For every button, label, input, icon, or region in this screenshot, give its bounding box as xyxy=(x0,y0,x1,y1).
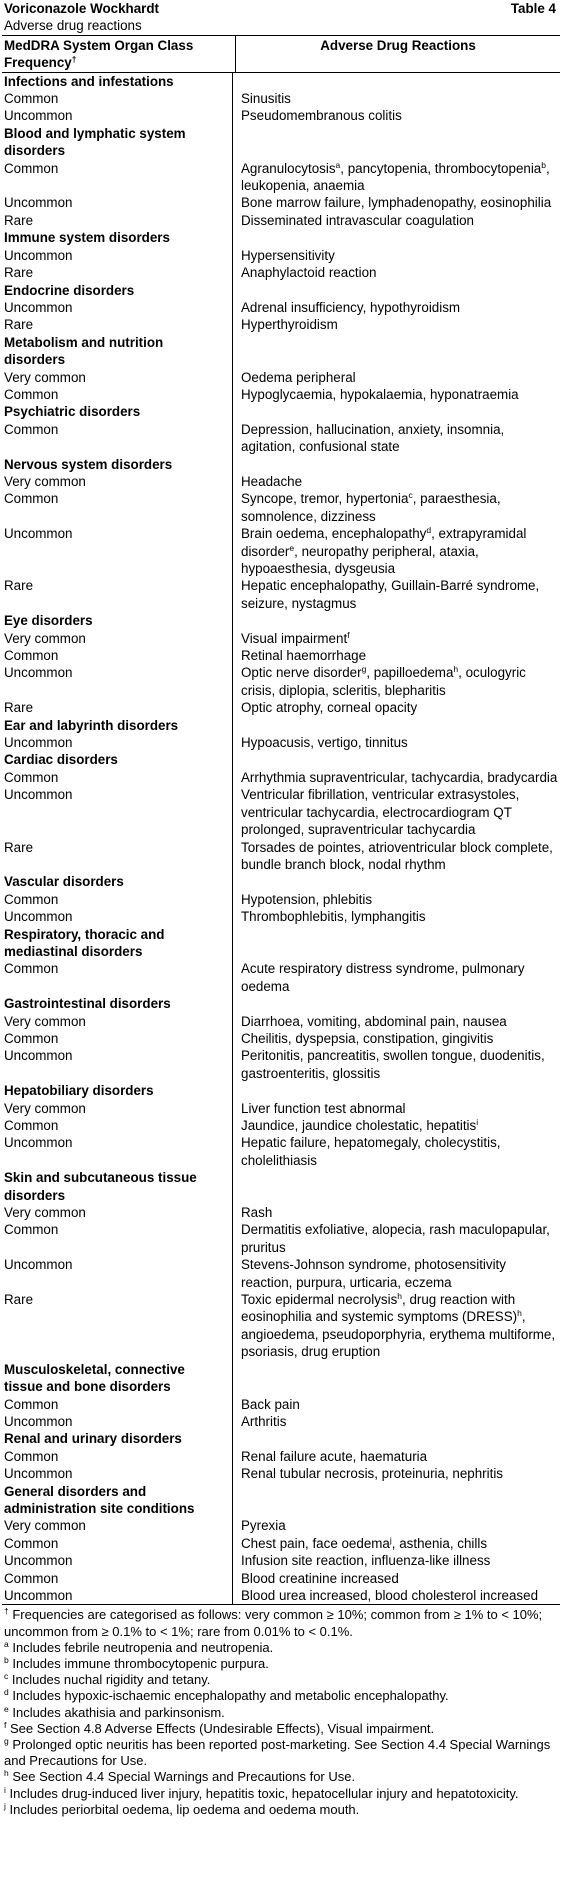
section-row xyxy=(2,873,560,890)
table-row xyxy=(2,1552,560,1569)
column-header-reactions: Adverse Drug Reactions xyxy=(320,37,476,53)
table-row xyxy=(2,769,560,786)
footnote-mark: b xyxy=(4,1654,9,1665)
frequency-cell: Rare xyxy=(2,212,233,229)
table-row xyxy=(2,247,560,264)
footnote-text: Includes nuchal rigidity and tetany. xyxy=(8,1672,211,1688)
adverse-reactions-table xyxy=(2,73,560,1606)
frequency-cell: Uncommon xyxy=(2,525,233,577)
system-organ-class: Cardiac disorders xyxy=(2,751,233,768)
reaction-cell: Dermatitis exfoliative, alopecia, rash maculopapular, pruritus xyxy=(241,1222,550,1255)
section-row xyxy=(2,1430,560,1447)
footnote-text: Frequencies are categorised as follows: very common ≥ 10%; common from ≥ 1% to < 10%; uncommon from ≥ 0.1% to < 1%; rare from 0.01% to < 0.1%. xyxy=(4,1607,543,1639)
table-row xyxy=(2,839,560,874)
frequency-cell: Common xyxy=(2,160,233,195)
table-row xyxy=(2,1221,560,1256)
document-header xyxy=(2,0,560,17)
frequency-cell: Very common xyxy=(2,1100,233,1117)
table-row xyxy=(2,891,560,908)
frequency-cell: Uncommon xyxy=(2,299,233,316)
column-header-frequency xyxy=(2,36,236,72)
section-reaction-cell xyxy=(233,612,560,629)
reaction-cell: Oedema peripheral xyxy=(241,369,356,385)
frequency-cell: Very common xyxy=(2,369,233,386)
table-subtitle: Adverse drug reactions xyxy=(2,17,560,35)
reaction-footnote-mark: h xyxy=(397,1291,403,1302)
reaction-cell: Pyrexia xyxy=(241,1518,286,1534)
reaction-footnote-mark: b xyxy=(541,159,546,170)
table-row xyxy=(2,1448,560,1465)
footnote xyxy=(4,1656,558,1672)
frequency-cell: Common xyxy=(2,891,233,908)
table-row xyxy=(2,90,560,107)
footnote xyxy=(4,1786,558,1802)
section-row xyxy=(2,73,560,90)
frequency-cell: Uncommon xyxy=(2,194,233,211)
frequency-cell: Uncommon xyxy=(2,1465,233,1482)
table-row xyxy=(2,1256,560,1291)
section-row xyxy=(2,995,560,1012)
footnote xyxy=(4,1688,558,1704)
section-reaction-cell xyxy=(233,1361,560,1396)
reaction-cell: Diarrhoea, vomiting, abdominal pain, nausea xyxy=(241,1013,507,1029)
table-row xyxy=(2,1134,560,1169)
frequency-cell: Rare xyxy=(2,1291,233,1361)
table-row xyxy=(2,1587,560,1604)
reaction-footnote-mark: a xyxy=(335,159,341,170)
reaction-footnote-mark: g xyxy=(361,664,367,675)
footnote-mark: i xyxy=(4,1784,6,1795)
frequency-cell: Uncommon xyxy=(2,1413,233,1430)
reaction-cell: Pseudomembranous colitis xyxy=(241,108,402,124)
footnote-mark: c xyxy=(4,1671,9,1682)
frequency-cell: Common xyxy=(2,421,233,456)
reaction-cell: Sinusitis xyxy=(241,91,291,107)
frequency-cell: Very common xyxy=(2,1204,233,1221)
table-row xyxy=(2,1117,560,1134)
section-row xyxy=(2,1169,560,1204)
reaction-cell: Ventricular fibrillation, ventricular extrasystoles, ventricular tachycardia, electrocardiogram QT prolonged, supraventricular tachycardia xyxy=(241,787,520,838)
reaction-footnote-mark: f xyxy=(347,629,350,640)
section-reaction-cell xyxy=(233,125,560,160)
footnote xyxy=(4,1672,558,1688)
frequency-cell: Very common xyxy=(2,630,233,647)
footnote-text: See Section 4.4 Special Warnings and Precautions for Use. xyxy=(8,1769,356,1785)
section-row xyxy=(2,282,560,299)
frequency-cell: Rare xyxy=(2,839,233,874)
reaction-cell: Toxic epidermal necrolysis$^h$, drug reaction with eosinophilia and systemic symptoms (DRESS)$^h$, angioedema, pseudoporphyria, erythema multiforme, psoriasis, drug eruption xyxy=(241,1291,556,1360)
reaction-cell: Hypoglycaemia, hypokalaemia, hyponatraemia xyxy=(241,386,519,402)
reaction-cell: Visual impairment$^f$ xyxy=(241,629,350,646)
table-row xyxy=(2,194,560,211)
system-organ-class: Gastrointestinal disorders xyxy=(2,995,233,1012)
table-row xyxy=(2,160,560,195)
reaction-cell: Stevens-Johnson syndrome, photosensitivity reaction, purpura, urticaria, eczema xyxy=(241,1257,506,1290)
reaction-cell: Chest pain, face oedema$^j$, asthenia, chills xyxy=(241,1534,488,1551)
system-organ-class: Ear and labyrinth disorders xyxy=(2,717,233,734)
reaction-cell: Arrhythmia supraventricular, tachycardia, bradycardia xyxy=(241,769,558,785)
table-row xyxy=(2,647,560,664)
frequency-cell: Uncommon xyxy=(2,734,233,751)
footnote xyxy=(4,1802,558,1818)
section-row xyxy=(2,1483,560,1518)
frequency-cell: Uncommon xyxy=(2,908,233,925)
footnote xyxy=(4,1737,558,1769)
reaction-cell: Infusion site reaction, influenza-like illness xyxy=(241,1553,491,1569)
frequency-cell: Common xyxy=(2,90,233,107)
adverse-reactions-document xyxy=(2,0,560,1818)
frequency-cell: Very common xyxy=(2,473,233,490)
frequency-cell: Uncommon xyxy=(2,1256,233,1291)
table-row xyxy=(2,1047,560,1082)
table-row xyxy=(2,1030,560,1047)
reaction-cell: Hypersensitivity xyxy=(241,247,335,263)
section-row xyxy=(2,334,560,369)
table-row xyxy=(2,960,560,995)
frequency-cell: Common xyxy=(2,769,233,786)
reaction-cell: Back pain xyxy=(241,1396,300,1412)
reaction-cell: Depression, hallucination, anxiety, insomnia, agitation, confusional state xyxy=(241,421,505,455)
frequency-cell: Common xyxy=(2,1535,233,1552)
frequency-cell: Common xyxy=(2,1030,233,1047)
reaction-footnote-mark: d xyxy=(426,525,432,536)
section-reaction-cell xyxy=(233,926,560,961)
document-title: Voriconazole Wockhardt xyxy=(4,1,160,16)
footnote-mark: a xyxy=(4,1638,9,1649)
section-reaction-cell xyxy=(233,1082,560,1099)
reaction-footnote-mark: c xyxy=(408,490,413,501)
table-row xyxy=(2,908,560,925)
reaction-cell: Bone marrow failure, lymphadenopathy, eosinophilia xyxy=(241,195,552,211)
frequency-cell: Rare xyxy=(2,316,233,333)
section-row xyxy=(2,1082,560,1099)
column-header-frequency-text: MedDRA System Organ Class Frequency xyxy=(4,37,194,71)
reaction-cell: Torsades de pointes, atrioventricular block complete, bundle branch block, nodal rhythm xyxy=(241,839,553,872)
frequency-cell: Uncommon xyxy=(2,1552,233,1569)
table-row xyxy=(2,107,560,124)
footnote-text: Includes immune thrombocytopenic purpura. xyxy=(8,1655,269,1671)
frequency-cell: Common xyxy=(2,647,233,664)
reaction-cell: Brain oedema, encephalopathy$^d$, extrapyramidal disorder$^e$, neuropathy peripheral, ataxia, hypoaesthesia, dysgeusia xyxy=(241,525,527,576)
table-row xyxy=(2,473,560,490)
table-label: Table 4 xyxy=(510,1,556,16)
table-row xyxy=(2,1570,560,1587)
reaction-cell: Optic nerve disorder$^g$, papilloedema$^h$, oculogyric crisis, diplopia, scleritis, blepharitis xyxy=(241,664,526,698)
table-row xyxy=(2,299,560,316)
footnote-mark: h xyxy=(4,1768,9,1779)
table-column-headers xyxy=(2,36,560,73)
section-row xyxy=(2,403,560,420)
system-organ-class: Musculoskeletal, connective tissue and bone disorders xyxy=(2,1361,233,1396)
section-row xyxy=(2,717,560,734)
table-row xyxy=(2,212,560,229)
frequency-cell: Common xyxy=(2,386,233,403)
table-row xyxy=(2,1465,560,1482)
table-row xyxy=(2,1291,560,1361)
reaction-footnote-mark: j xyxy=(389,1534,392,1545)
system-organ-class: Skin and subcutaneous tissue disorders xyxy=(2,1169,233,1204)
reaction-footnote-mark: h xyxy=(517,1308,522,1319)
footnote xyxy=(4,1640,558,1656)
system-organ-class: Eye disorders xyxy=(2,612,233,629)
footnote-text: Includes febrile neutropenia and neutropenia. xyxy=(8,1639,274,1655)
table-row xyxy=(2,630,560,647)
frequency-cell: Common xyxy=(2,1117,233,1134)
footnote xyxy=(4,1607,558,1639)
section-row xyxy=(2,229,560,246)
frequency-cell: Common xyxy=(2,490,233,525)
reaction-footnote-mark: e xyxy=(289,542,295,553)
reaction-cell: Hepatic encephalopathy, Guillain-Barré syndrome, seizure, nystagmus xyxy=(241,578,540,611)
table-row xyxy=(2,369,560,386)
footnote-mark: j xyxy=(4,1800,6,1811)
reaction-cell: Rash xyxy=(241,1205,273,1221)
frequency-cell: Uncommon xyxy=(2,247,233,264)
frequency-cell: Uncommon xyxy=(2,107,233,124)
reaction-cell: Renal failure acute, haematuria xyxy=(241,1448,428,1464)
frequency-cell: Very common xyxy=(2,1013,233,1030)
section-reaction-cell xyxy=(233,456,560,473)
footnote-text: Includes drug-induced liver injury, hepatitis toxic, hepatocellular injury and hepatotoxicity. xyxy=(5,1785,519,1801)
frequency-cell: Common xyxy=(2,960,233,995)
table-row xyxy=(2,421,560,456)
system-organ-class: Infections and infestations xyxy=(2,73,233,90)
system-organ-class: Nervous system disorders xyxy=(2,456,233,473)
system-organ-class: Hepatobiliary disorders xyxy=(2,1082,233,1099)
footnote-text: Includes periorbital oedema, lip oedema and oedema mouth. xyxy=(5,1801,360,1817)
reaction-cell: Acute respiratory distress syndrome, pulmonary oedema xyxy=(241,961,525,994)
reaction-footnote-mark: i xyxy=(476,1117,479,1127)
system-organ-class: Metabolism and nutrition disorders xyxy=(2,334,233,369)
reaction-cell: Peritonitis, pancreatitis, swollen tongue, duodenitis, gastroenteritis, glossitis xyxy=(241,1048,545,1081)
section-reaction-cell xyxy=(233,717,560,734)
section-reaction-cell xyxy=(233,995,560,1012)
frequency-cell: Rare xyxy=(2,577,233,612)
table-row xyxy=(2,1013,560,1030)
frequency-cell: Common xyxy=(2,1221,233,1256)
section-row xyxy=(2,456,560,473)
system-organ-class: General disorders and administration site conditions xyxy=(2,1483,233,1518)
reaction-cell: Optic atrophy, corneal opacity xyxy=(241,700,418,716)
reaction-footnote-mark: h xyxy=(453,664,459,675)
footnotes xyxy=(2,1605,560,1818)
reaction-cell: Blood urea increased, blood cholesterol increased xyxy=(241,1587,539,1603)
table-row xyxy=(2,490,560,525)
table-row xyxy=(2,1535,560,1552)
reaction-cell: Syncope, tremor, hypertonia$^c$, paraesthesia, somnolence, dizziness xyxy=(241,490,501,524)
reaction-cell: Disseminated intravascular coagulation xyxy=(241,212,474,228)
system-organ-class: Immune system disorders xyxy=(2,229,233,246)
reaction-cell: Cheilitis, dyspepsia, constipation, gingivitis xyxy=(241,1030,494,1046)
footnote-mark: f xyxy=(4,1719,7,1730)
reaction-cell: Agranulocytosis$^a$, pancytopenia, thrombocytopenia$^b$, leukopenia, anaemia xyxy=(241,159,550,194)
table-row xyxy=(2,1100,560,1117)
system-organ-class: Endocrine disorders xyxy=(2,282,233,299)
footnote-text: Includes akathisia and parkinsonism. xyxy=(8,1704,225,1720)
section-row xyxy=(2,1361,560,1396)
footnote xyxy=(4,1769,558,1785)
reaction-cell: Hypoacusis, vertigo, tinnitus xyxy=(241,735,408,751)
table-row xyxy=(2,577,560,612)
table-row xyxy=(2,264,560,281)
table-row xyxy=(2,1204,560,1221)
reaction-cell: Hypotension, phlebitis xyxy=(241,891,373,907)
system-organ-class: Vascular disorders xyxy=(2,873,233,890)
reaction-cell: Hepatic failure, hepatomegaly, cholecystitis, cholelithiasis xyxy=(241,1135,501,1168)
frequency-cell: Rare xyxy=(2,699,233,716)
section-reaction-cell xyxy=(233,229,560,246)
reaction-cell: Anaphylactoid reaction xyxy=(241,265,377,281)
table-row xyxy=(2,786,560,838)
table-row xyxy=(2,386,560,403)
frequency-cell: Common xyxy=(2,1396,233,1413)
section-reaction-cell xyxy=(233,1483,560,1518)
footnote xyxy=(4,1721,558,1737)
footnote-mark: g xyxy=(4,1736,9,1746)
frequency-cell: Uncommon xyxy=(2,1587,233,1604)
section-reaction-cell xyxy=(233,873,560,890)
footnote-text: See Section 4.8 Adverse Effects (Undesirable Effects), Visual impairment. xyxy=(6,1720,435,1736)
frequency-cell: Rare xyxy=(2,264,233,281)
reaction-cell: Arthritis xyxy=(241,1413,287,1429)
reaction-cell: Hyperthyroidism xyxy=(241,317,338,333)
section-reaction-cell xyxy=(233,751,560,768)
reaction-cell: Liver function test abnormal xyxy=(241,1100,406,1116)
table-row xyxy=(2,1413,560,1430)
section-reaction-cell xyxy=(233,1169,560,1204)
section-reaction-cell xyxy=(233,334,560,369)
table-row xyxy=(2,664,560,699)
reaction-cell: Blood creatinine increased xyxy=(241,1570,399,1586)
section-row xyxy=(2,125,560,160)
frequency-cell: Uncommon xyxy=(2,664,233,699)
frequency-cell: Common xyxy=(2,1448,233,1465)
table-row xyxy=(2,699,560,716)
system-organ-class: Renal and urinary disorders xyxy=(2,1430,233,1447)
table-row xyxy=(2,734,560,751)
system-organ-class: Blood and lymphatic system disorders xyxy=(2,125,233,160)
system-organ-class: Psychiatric disorders xyxy=(2,403,233,420)
table-row xyxy=(2,316,560,333)
frequency-cell: Very common xyxy=(2,1517,233,1534)
reaction-cell: Adrenal insufficiency, hypothyroidism xyxy=(241,299,461,315)
system-organ-class: Respiratory, thoracic and mediastinal disorders xyxy=(2,926,233,961)
table-row xyxy=(2,1517,560,1534)
frequency-cell: Uncommon xyxy=(2,786,233,838)
reaction-cell: Jaundice, jaundice cholestatic, hepatitis$^i$ xyxy=(241,1117,479,1133)
frequency-cell: Common xyxy=(2,1570,233,1587)
footnote-mark: e xyxy=(4,1703,9,1714)
table-row xyxy=(2,1396,560,1413)
section-reaction-cell xyxy=(233,73,560,90)
footnote-mark: d xyxy=(4,1687,9,1698)
footnote-text: Prolonged optic neuritis has been reported post-marketing. See Section 4.4 Special Warnings and Precautions for Use. xyxy=(4,1737,551,1769)
frequency-cell: Uncommon xyxy=(2,1134,233,1169)
section-row xyxy=(2,612,560,629)
frequency-cell: Uncommon xyxy=(2,1047,233,1082)
column-header-frequency-mark: † xyxy=(71,54,77,65)
section-row xyxy=(2,926,560,961)
reaction-cell: Thrombophlebitis, lymphangitis xyxy=(241,909,426,925)
footnote xyxy=(4,1705,558,1721)
footnote-text: Includes hypoxic-ischaemic encephalopathy and metabolic encephalopathy. xyxy=(8,1688,449,1704)
reaction-cell: Retinal haemorrhage xyxy=(241,648,367,664)
section-reaction-cell xyxy=(233,282,560,299)
reaction-cell: Renal tubular necrosis, proteinuria, nephritis xyxy=(241,1466,504,1482)
section-row xyxy=(2,751,560,768)
table-row xyxy=(2,525,560,577)
reaction-cell: Headache xyxy=(241,473,303,489)
section-reaction-cell xyxy=(233,1430,560,1447)
footnote-mark: † xyxy=(4,1606,9,1617)
section-reaction-cell xyxy=(233,403,560,420)
